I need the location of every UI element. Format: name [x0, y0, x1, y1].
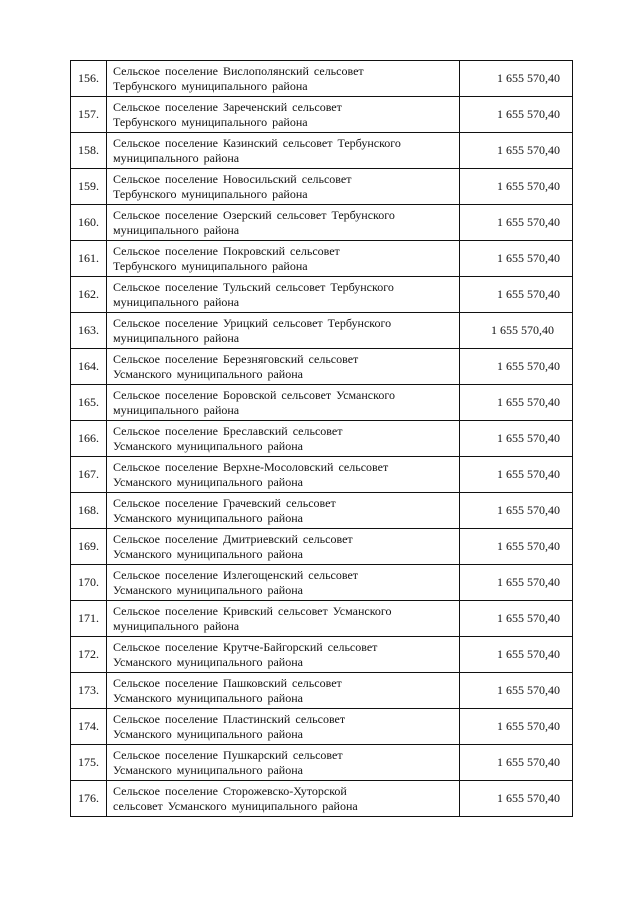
table-row — [71, 745, 573, 781]
row-number: 165. — [71, 385, 107, 421]
settlement-name: Сельское поселение Пушкарский сельсовет Усманского муниципального района — [107, 745, 460, 781]
amount-value: 1 655 570,40 — [460, 61, 573, 97]
row-number: 174. — [71, 709, 107, 745]
table-row — [71, 133, 573, 169]
amount-value: 1 655 570,40 — [460, 97, 573, 133]
row-number: 160. — [71, 205, 107, 241]
settlement-name: Сельское поселение Пашковский сельсовет Усманского муниципального района — [107, 673, 460, 709]
row-number: 176. — [71, 781, 107, 817]
row-number: 161. — [71, 241, 107, 277]
table-row — [71, 493, 573, 529]
row-number: 164. — [71, 349, 107, 385]
amount-value: 1 655 570,40 — [460, 781, 573, 817]
settlement-name: Сельское поселение Урицкий сельсовет Тербунского муниципального района — [107, 313, 460, 349]
row-number: 170. — [71, 565, 107, 601]
row-number: 166. — [71, 421, 107, 457]
table-row — [71, 457, 573, 493]
amount-value: 1 655 570,40 — [460, 457, 573, 493]
table-row — [71, 349, 573, 385]
row-number: 175. — [71, 745, 107, 781]
amount-value: 1 655 570,40 — [460, 169, 573, 205]
amount-value: 1 655 570,40 — [460, 277, 573, 313]
amount-value: 1 655 570,40 — [460, 313, 573, 349]
table-row — [71, 709, 573, 745]
settlement-name: Сельское поселение Пластинский сельсовет Усманского муниципального района — [107, 709, 460, 745]
row-number: 156. — [71, 61, 107, 97]
table-row — [71, 313, 573, 349]
settlement-name: Сельское поселение Вислополянский сельсовет Тербунского муниципального района — [107, 61, 460, 97]
settlement-name: Сельское поселение Крутче-Байгорский сельсовет Усманского муниципального района — [107, 637, 460, 673]
row-number: 159. — [71, 169, 107, 205]
settlement-name: Сельское поселение Новосильский сельсовет Тербунского муниципального района — [107, 169, 460, 205]
row-number: 167. — [71, 457, 107, 493]
table-row — [71, 673, 573, 709]
table-row — [71, 781, 573, 817]
settlement-name: Сельское поселение Озерский сельсовет Тербунского муниципального района — [107, 205, 460, 241]
settlement-name: Сельское поселение Кривский сельсовет Усманского муниципального района — [107, 601, 460, 637]
settlement-name: Сельское поселение Тульский сельсовет Тербунского муниципального района — [107, 277, 460, 313]
amount-value: 1 655 570,40 — [460, 421, 573, 457]
table-row — [71, 97, 573, 133]
row-number: 168. — [71, 493, 107, 529]
settlement-name: Сельское поселение Березняговский сельсовет Усманского муниципального района — [107, 349, 460, 385]
amount-value: 1 655 570,40 — [460, 133, 573, 169]
amount-value: 1 655 570,40 — [460, 673, 573, 709]
table-row — [71, 529, 573, 565]
table-row — [71, 277, 573, 313]
amount-value: 1 655 570,40 — [460, 205, 573, 241]
settlement-name: Сельское поселение Сторожевско-Хуторской сельсовет Усманского муниципального района — [107, 781, 460, 817]
table-row — [71, 169, 573, 205]
settlement-name: Сельское поселение Бреславский сельсовет Усманского муниципального района — [107, 421, 460, 457]
table-row — [71, 61, 573, 97]
amount-value: 1 655 570,40 — [460, 709, 573, 745]
table-row — [71, 565, 573, 601]
row-number: 162. — [71, 277, 107, 313]
settlement-name: Сельское поселение Боровской сельсовет Усманского муниципального района — [107, 385, 460, 421]
amount-value: 1 655 570,40 — [460, 601, 573, 637]
amount-value: 1 655 570,40 — [460, 745, 573, 781]
amount-value: 1 655 570,40 — [460, 493, 573, 529]
amount-value: 1 655 570,40 — [460, 637, 573, 673]
settlement-name: Сельское поселение Излегощенский сельсовет Усманского муниципального района — [107, 565, 460, 601]
row-number: 173. — [71, 673, 107, 709]
row-number: 171. — [71, 601, 107, 637]
table-row — [71, 205, 573, 241]
settlement-name: Сельское поселение Покровский сельсовет Тербунского муниципального района — [107, 241, 460, 277]
row-number: 169. — [71, 529, 107, 565]
table-row — [71, 385, 573, 421]
table-row — [71, 241, 573, 277]
settlement-name: Сельское поселение Верхне-Мосоловский сельсовет Усманского муниципального района — [107, 457, 460, 493]
settlement-name: Сельское поселение Зареченский сельсовет Тербунского муниципального района — [107, 97, 460, 133]
amount-value: 1 655 570,40 — [460, 529, 573, 565]
amount-value: 1 655 570,40 — [460, 385, 573, 421]
settlement-name: Сельское поселение Грачевский сельсовет Усманского муниципального района — [107, 493, 460, 529]
settlements-funding-table — [70, 60, 573, 817]
amount-value: 1 655 570,40 — [460, 565, 573, 601]
row-number: 163. — [71, 313, 107, 349]
amount-value: 1 655 570,40 — [460, 241, 573, 277]
table-row — [71, 601, 573, 637]
row-number: 172. — [71, 637, 107, 673]
settlement-name: Сельское поселение Дмитриевский сельсовет Усманского муниципального района — [107, 529, 460, 565]
amount-value: 1 655 570,40 — [460, 349, 573, 385]
row-number: 157. — [71, 97, 107, 133]
table-row — [71, 421, 573, 457]
settlement-name: Сельское поселение Казинский сельсовет Тербунского муниципального района — [107, 133, 460, 169]
row-number: 158. — [71, 133, 107, 169]
table-row — [71, 637, 573, 673]
